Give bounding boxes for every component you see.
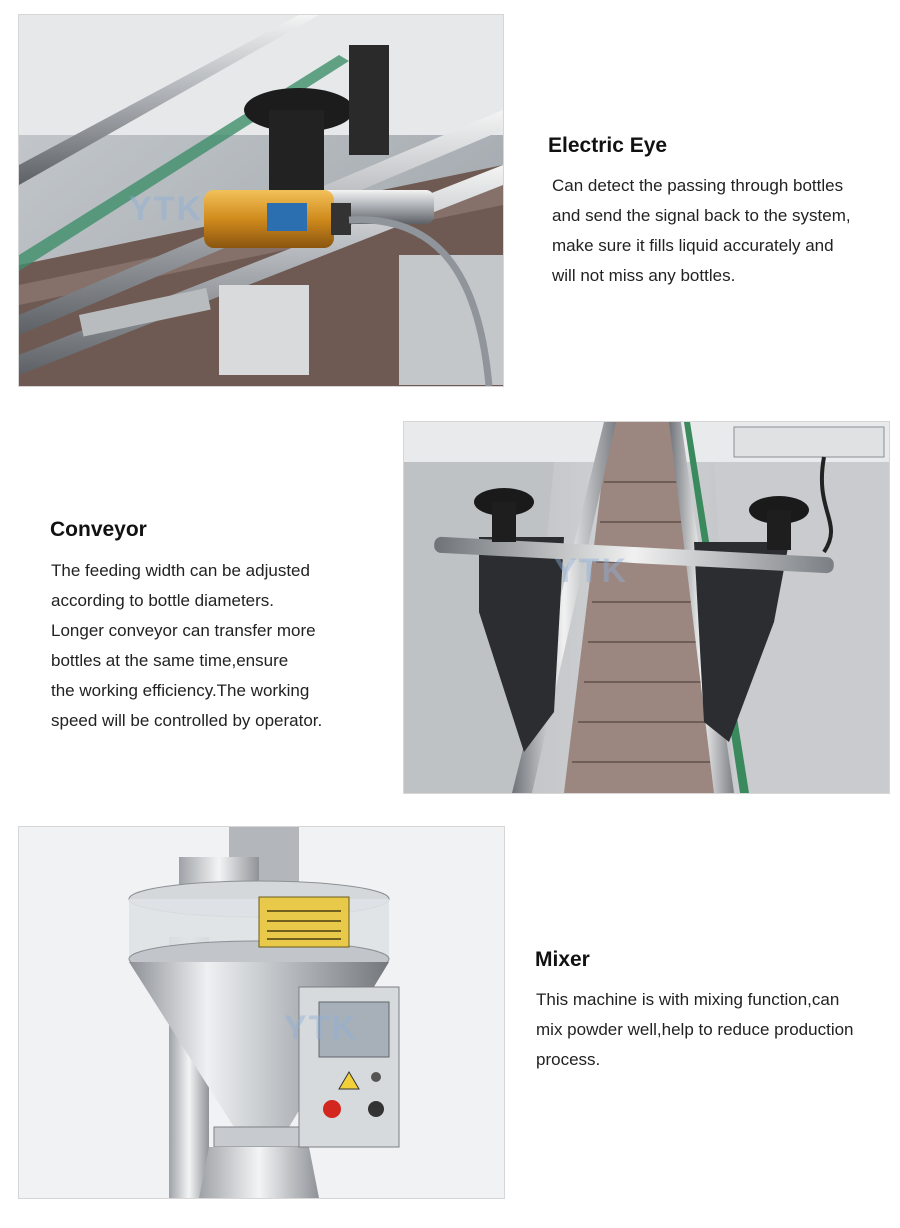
electric-eye-description — [552, 171, 851, 291]
conveyor-illustration — [404, 422, 889, 793]
watermark-text: YTK — [129, 190, 203, 228]
watermark-text: YTK — [284, 1009, 358, 1047]
description-line: Longer conveyor can transfer more — [51, 621, 316, 640]
conveyor-photo — [403, 421, 890, 794]
mixer-photo — [18, 826, 505, 1199]
mixer-description — [536, 985, 854, 1075]
description-line: the working efficiency.The working — [51, 681, 310, 700]
mixer-illustration — [19, 827, 504, 1198]
description-line: will not miss any bottles. — [552, 266, 736, 285]
description-line: process. — [536, 1050, 601, 1069]
description-line: Can detect the passing through bottles — [552, 176, 844, 195]
description-line: according to bottle diameters. — [51, 591, 275, 610]
electric-eye-title: Electric Eye — [548, 134, 668, 157]
description-line: This machine is with mixing function,can — [536, 990, 840, 1009]
electric-eye-illustration — [19, 15, 503, 386]
description-line: make sure it fills liquid accurately and — [552, 236, 834, 255]
description-line: mix powder well,help to reduce production — [536, 1020, 854, 1039]
description-line: speed will be controlled by operator. — [51, 711, 323, 730]
electric-eye-photo — [18, 14, 504, 387]
description-line: bottles at the same time,ensure — [51, 651, 289, 670]
mixer-title: Mixer — [535, 948, 590, 971]
description-line: and send the signal back to the system, — [552, 206, 851, 225]
watermark-text: YTK — [554, 552, 628, 590]
conveyor-title: Conveyor — [50, 518, 147, 541]
description-line: The feeding width can be adjusted — [51, 561, 310, 580]
conveyor-description — [51, 556, 322, 736]
